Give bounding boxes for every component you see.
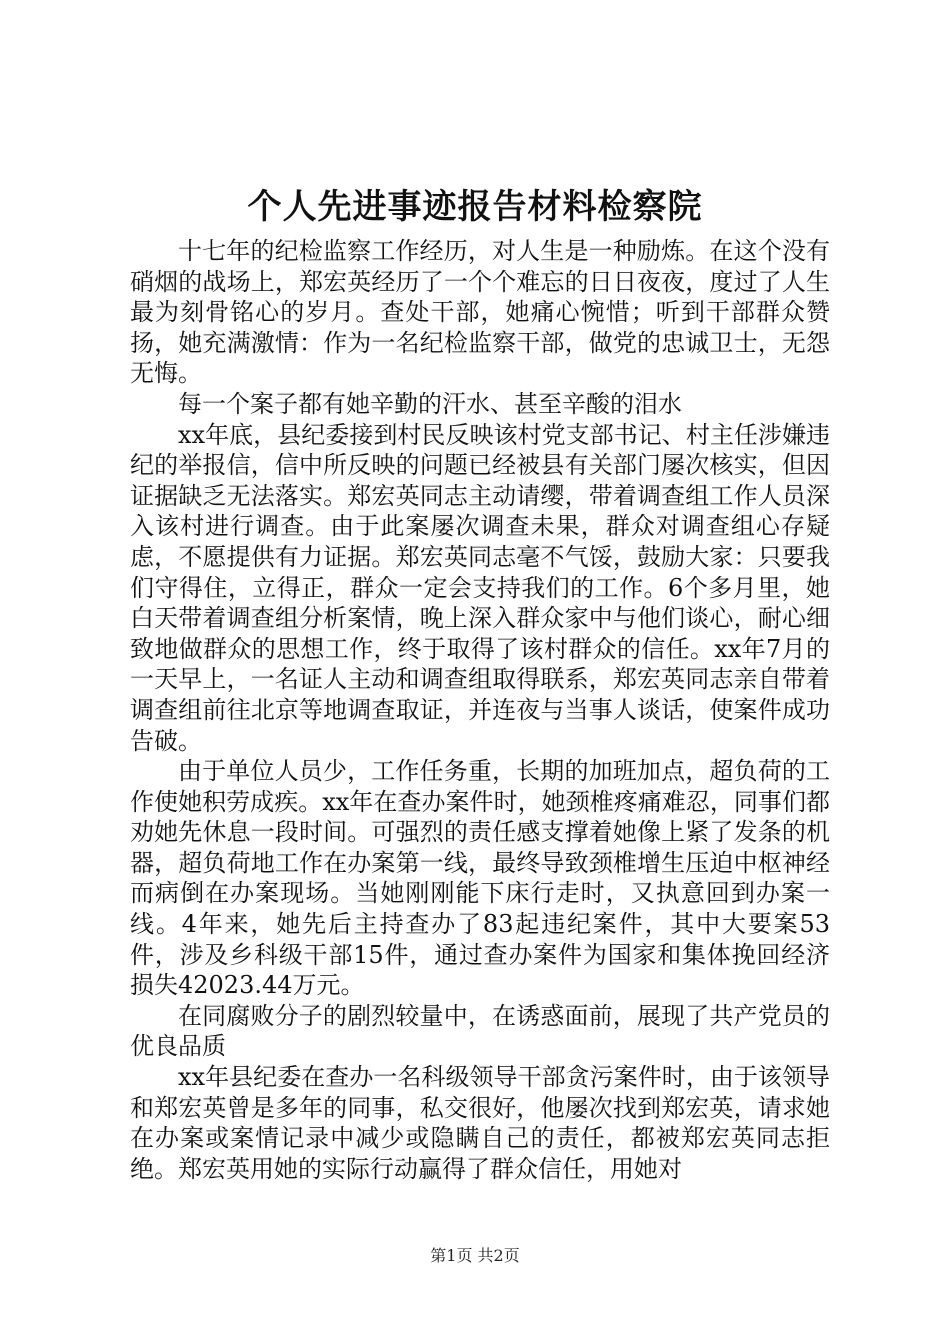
paragraph-integrity: xx年县纪委在查办一名科级领导干部贪污案件时，由于该领导和郑宏英曾是多年的同事，私交很好，他屡次找到郑宏英，请求她在办案或案情记录中减少或隐瞒自己的责任，都被郑宏英同志拒绝。郑宏英用她的实际行动赢得了群众信任，用她对 bbox=[130, 1063, 830, 1183]
document-body bbox=[130, 236, 830, 1184]
paragraph-hard-work: 由于单位人员少，工作任务重，长期的加班加点，超负荷的工作使她积劳成疾。xx年在查办案件时，她颈椎疼痛难忍，同事们都劝她先休息一段时间。可强烈的责任感支撑着她像上紧了发条的机器，超负荷地工作在办案第一线，最终导致颈椎增生压迫中枢神经而病倒在办案现场。当她刚刚能下床行走时，又执意回到办案一线。4年来，她先后主持查办了83起违纪案件，其中大要案53件，涉及乡科级干部15件，通过查办案件为国家和集体挽回经济损失42023.44万元。 bbox=[130, 757, 830, 1000]
section-heading-2: 在同腐败分子的剧烈较量中，在诱惑面前，展现了共产党员的优良品质 bbox=[130, 1001, 830, 1061]
document-title: 个人先进事迹报告材料检察院 bbox=[247, 187, 703, 227]
paragraph-case-story: xx年底，县纪委接到村民反映该村党支部书记、村主任涉嫌违纪的举报信，信中所反映的问题已经被县有关部门屡次核实，但因证据缺乏无法落实。郑宏英同志主动请缨，带着调查组工作人员深入该村进行调查。由于此案屡次调查未果，群众对调查组心存疑虑，不愿提供有力证据。郑宏英同志毫不气馁，鼓励大家：只要我们守得住，立得正，群众一定会支持我们的工作。6个多月里，她白天带着调查组分析案情，晚上深入群众家中与他们谈心，耐心细致地做群众的思想工作，终于取得了该村群众的信任。xx年7月的一天早上，一名证人主动和调查组取得联系，郑宏英同志亲自带着调查组前往北京等地调查取证，并连夜与当事人谈话，使案件成功告破。 bbox=[130, 420, 830, 755]
section-heading-1: 每一个案子都有她辛勤的汗水、甚至辛酸的泪水 bbox=[178, 389, 682, 418]
paragraph-intro: 十七年的纪检监察工作经历，对人生是一种励炼。在这个没有硝烟的战场上，郑宏英经历了一个个难忘的日日夜夜，度过了人生最为刻骨铭心的岁月。查处干部，她痛心惋惜；听到干部群众赞扬，她充满激情：作为一名纪检监察干部，做党的忠诚卫士，无怨无悔。 bbox=[130, 237, 830, 388]
page-footer: 第1页 共2页 bbox=[430, 1246, 520, 1265]
